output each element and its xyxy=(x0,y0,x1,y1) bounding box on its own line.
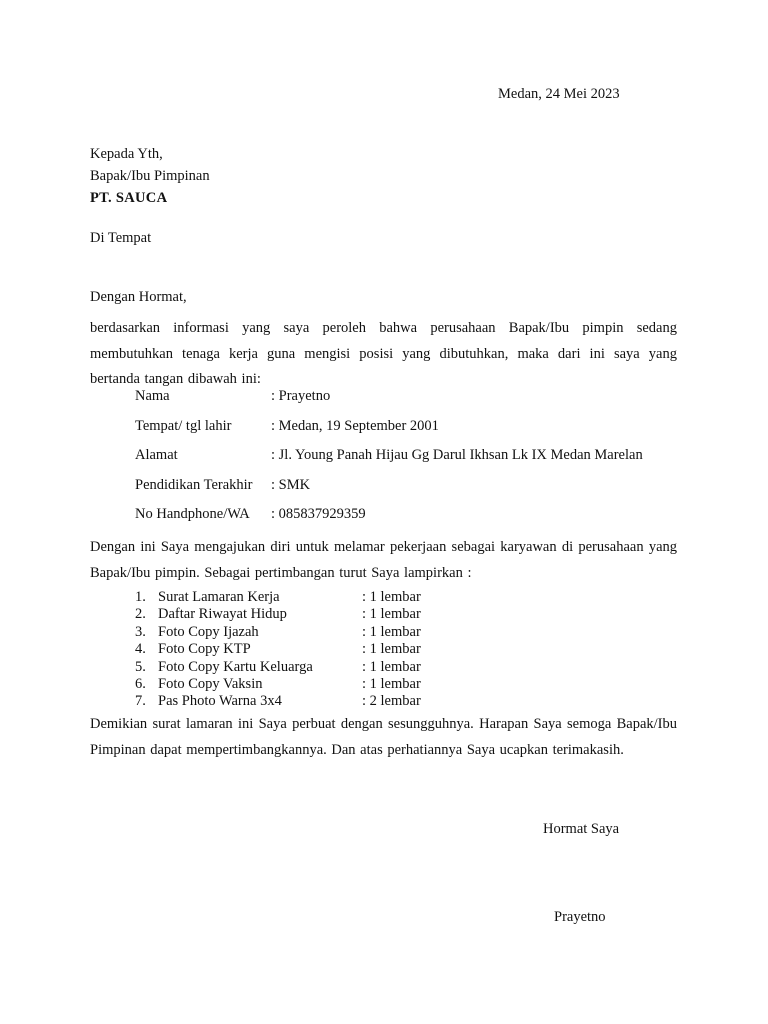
attachment-name: Surat Lamaran Kerja xyxy=(158,589,280,605)
identity-value: : 085837929359 xyxy=(271,506,366,522)
identity-value: : Medan, 19 September 2001 xyxy=(271,417,439,434)
identity-row xyxy=(135,506,643,536)
attachment-number: 1. xyxy=(135,589,146,605)
application-paragraph: Dengan ini Saya mengajukan diri untuk melamar pekerjaan sebagai karyawan di perusahaan yang Bapak/Ibu pimpin. Sebagai pertimbangan turut Saya lampirkan : xyxy=(90,539,677,581)
attachment-number: 7. xyxy=(135,693,146,710)
attachment-item xyxy=(135,589,421,606)
attachment-number: 6. xyxy=(135,676,146,693)
identity-value: : SMK xyxy=(271,476,311,493)
attachment-name: Pas Photo Warna 3x4 xyxy=(158,693,282,710)
attachment-number: 3. xyxy=(135,623,146,640)
attachment-item xyxy=(135,641,421,658)
attachment-quantity: : 1 lembar xyxy=(362,589,421,605)
attachment-name: Foto Copy Kartu Keluarga xyxy=(158,658,313,675)
attachment-number: 4. xyxy=(135,641,146,658)
recipient-block xyxy=(90,143,210,209)
identity-row xyxy=(135,418,643,448)
closing-paragraph: Demikian surat lamaran ini Saya perbuat dengan sesungguhnya. Harapan Saya semoga Bapak/Ibu Pimpinan dapat mempertimbangkannya. Dan atas perhatiannya Saya ucapkan terimakasih. xyxy=(90,716,677,758)
attachment-number: 2. xyxy=(135,606,146,623)
identity-label: Alamat xyxy=(135,447,178,463)
identity-row xyxy=(135,447,643,477)
attachment-item xyxy=(135,659,421,676)
closing-phrase: Hormat Saya xyxy=(543,821,620,837)
identity-value: : Jl. Young Panah Hijau Gg Darul Ikhsan Lk IX Medan Marelan xyxy=(271,447,643,463)
intro-paragraph: berdasarkan informasi yang saya peroleh bahwa perusahaan Bapak/Ibu pimpin sedang membutuhkan tenaga kerja guna mengisi posisi yang dibutuhkan, maka dari ini saya yang bertanda tangan dibawah ini: xyxy=(90,320,677,387)
identity-row xyxy=(135,388,643,418)
recipient-company: PT. SAUCA xyxy=(90,190,168,206)
identity-label: No Handphone/WA xyxy=(135,506,250,522)
attachment-item xyxy=(135,606,421,623)
attachment-quantity: : 1 lembar xyxy=(362,606,421,623)
attachment-quantity: : 1 lembar xyxy=(362,623,421,640)
letter-date: Medan, 24 Mei 2023 xyxy=(498,86,620,102)
attachment-quantity: : 1 lembar xyxy=(362,641,421,658)
attachment-quantity: : 1 lembar xyxy=(362,676,421,693)
attachment-item xyxy=(135,693,421,710)
identity-value: : Prayetno xyxy=(271,388,331,404)
identity-label: Tempat/ tgl lahir xyxy=(135,417,232,434)
salutation: Dengan Hormat, xyxy=(90,289,187,305)
signature-name: Prayetno xyxy=(554,909,606,925)
recipient-line-2: Bapak/Ibu Pimpinan xyxy=(90,168,210,184)
attachment-item xyxy=(135,624,421,641)
attachment-list xyxy=(135,589,421,711)
attachment-name: Foto Copy Ijazah xyxy=(158,623,259,640)
attachment-quantity: : 2 lembar xyxy=(362,693,421,710)
attachment-quantity: : 1 lembar xyxy=(362,658,421,675)
recipient-line-1: Kepada Yth, xyxy=(90,146,163,162)
attachment-item xyxy=(135,676,421,693)
identity-label: Pendidikan Terakhir xyxy=(135,476,253,493)
identity-table xyxy=(135,388,643,536)
attachment-number: 5. xyxy=(135,658,146,675)
identity-row xyxy=(135,477,643,507)
attachment-name: Daftar Riwayat Hidup xyxy=(158,606,287,623)
recipient-place: Di Tempat xyxy=(90,230,152,246)
attachment-name: Foto Copy KTP xyxy=(158,641,251,658)
attachment-name: Foto Copy Vaksin xyxy=(158,676,263,693)
identity-label: Nama xyxy=(135,388,170,404)
